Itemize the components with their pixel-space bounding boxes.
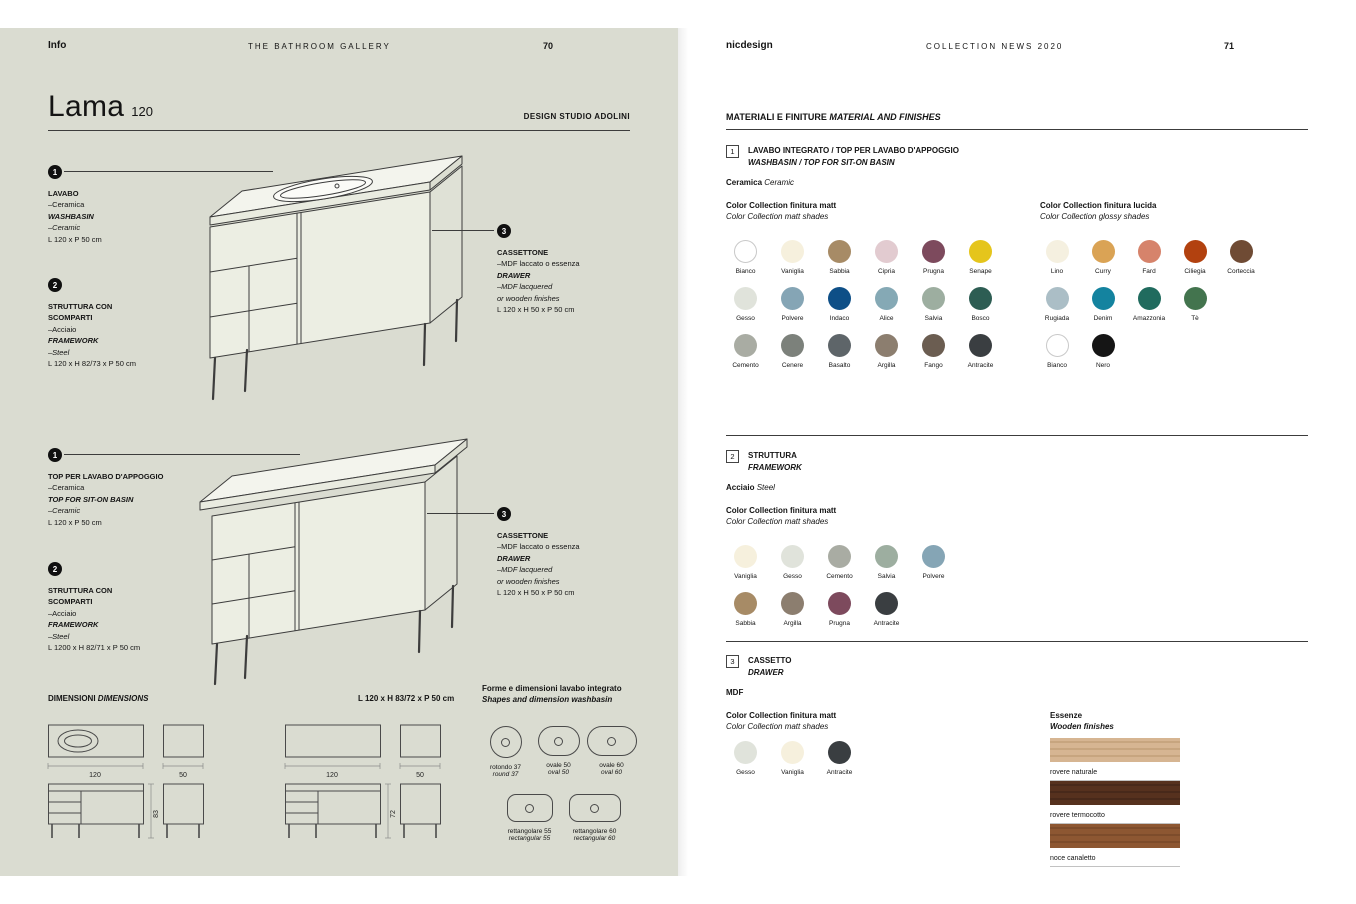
section-2-title-it: STRUTTURA	[748, 451, 797, 460]
swatch-color-dot	[828, 592, 851, 615]
material-it: Acciaio	[726, 483, 755, 492]
washbasin-shape-rotondo-37	[482, 726, 529, 778]
swatch-color-dot	[781, 741, 804, 764]
ceramic-matt-swatch-grid	[722, 240, 1004, 381]
callout-number: 3	[497, 224, 511, 238]
svg-text:50: 50	[179, 772, 187, 779]
matt-header-it: Color Collection finitura matt	[726, 711, 837, 720]
color-swatch-sabbia	[722, 592, 769, 639]
section-divider-2	[726, 641, 1308, 642]
steel-matt-swatch-grid	[722, 545, 957, 639]
swatch-label: Fango	[924, 362, 943, 369]
matt-header-en: Color Collection matt shades	[726, 517, 829, 526]
swatch-color-dot	[1184, 240, 1207, 263]
swatch-color-dot	[1046, 334, 1069, 357]
materials-title-it: MATERIALI E FINITURE	[726, 112, 827, 122]
color-swatch-sabbia	[816, 240, 863, 287]
swatch-label: Cipria	[878, 268, 895, 275]
shape-label-it: ovale 50	[546, 762, 571, 769]
material-en: Steel	[756, 483, 775, 492]
swatch-label: Antracite	[826, 769, 853, 776]
swatch-color-dot	[1092, 287, 1115, 310]
wood-finish-rovere-naturale	[1050, 738, 1180, 781]
swatch-color-dot	[1184, 287, 1207, 310]
swatch-label: Denim	[1093, 315, 1113, 322]
shapes-heading-en: Shapes and dimension washbasin	[482, 695, 613, 704]
color-swatch-vaniglia	[769, 240, 816, 287]
color-swatch-gesso	[722, 287, 769, 334]
drain-icon	[590, 804, 599, 813]
wood-sample	[1050, 738, 1180, 762]
shape-outline	[490, 726, 522, 758]
swatch-color-dot	[922, 287, 945, 310]
right-page-number: 71	[1224, 41, 1235, 51]
color-swatch-basalto	[816, 334, 863, 381]
swatch-color-dot	[828, 741, 851, 764]
dimensions-label-it: DIMENSIONI	[48, 694, 96, 703]
color-swatch-indaco	[816, 287, 863, 334]
color-swatch-polvere	[910, 545, 957, 592]
svg-text:120: 120	[326, 772, 338, 779]
wooden-finishes-header	[1050, 710, 1114, 732]
svg-text:83: 83	[153, 810, 160, 818]
callout-text-line: L 120 x H 50 x P 50 cm	[497, 305, 575, 315]
section-3-title	[748, 655, 791, 678]
color-swatch-argilla	[769, 592, 816, 639]
title-divider	[48, 130, 630, 131]
washbasin-shape-rettangolare-55	[506, 794, 553, 842]
callout-text-line: –Ceramica	[48, 200, 85, 210]
swatch-label: Alice	[879, 315, 894, 322]
swatch-label: Tè	[1191, 315, 1199, 322]
section-divider-1	[726, 435, 1308, 436]
color-swatch-vaniglia	[722, 545, 769, 592]
callout-text-line: –MDF lacquered	[497, 282, 553, 292]
color-swatch-curry	[1080, 240, 1126, 287]
left-header-label: Info	[48, 40, 67, 51]
callout-text-line: DRAWER	[497, 553, 531, 563]
matt-shades-header-2	[726, 505, 836, 527]
matt-shades-header-1	[726, 200, 836, 222]
drain-icon	[501, 738, 510, 747]
matt-header-en: Color Collection matt shades	[726, 722, 829, 731]
swatch-label: Sabbia	[829, 268, 850, 275]
color-swatch-rugiada	[1034, 287, 1080, 334]
callout-number: 1	[48, 165, 62, 179]
matt-header-en: Color Collection matt shades	[726, 212, 829, 221]
color-swatch-alice	[863, 287, 910, 334]
swatch-label: Salvia	[924, 315, 943, 322]
wood-label: rovere naturale	[1050, 762, 1180, 781]
swatch-label: Cemento	[732, 362, 759, 369]
shape-outline	[538, 726, 580, 756]
callout-text-line: CASSETTONE	[497, 531, 549, 540]
materials-divider	[726, 129, 1308, 130]
matt-header-it: Color Collection finitura matt	[726, 201, 837, 210]
section-3-material	[726, 688, 743, 697]
color-swatch-antracite	[816, 741, 863, 788]
callout-text-line: –Acciaio	[48, 324, 77, 334]
callout-number: 1	[48, 448, 62, 462]
swatch-color-dot	[875, 240, 898, 263]
shape-label-en: oval 50	[548, 769, 569, 776]
product-title: Lama	[48, 90, 125, 123]
color-swatch-gesso	[722, 741, 769, 788]
shapes-heading-it: Forme e dimensioni lavabo integrato	[482, 684, 622, 693]
callout-text-line: TOP FOR SIT-ON BASIN	[48, 494, 134, 504]
material-it: Ceramica	[726, 178, 763, 187]
section-1-material	[726, 178, 794, 187]
swatch-label: Vaniglia	[781, 769, 804, 776]
callout-text-line: L 120 x P 50 cm	[48, 234, 102, 244]
shape-outline	[587, 726, 637, 756]
swatch-color-dot	[1092, 240, 1115, 263]
callout-framework-2	[48, 562, 178, 653]
swatch-color-dot	[734, 741, 757, 764]
color-swatch-cemento	[816, 545, 863, 592]
swatch-color-dot	[1230, 240, 1253, 263]
shape-outline	[507, 794, 553, 822]
essenze-it: Essenze	[1050, 711, 1083, 720]
callout-text-line: –Ceramic	[48, 223, 81, 233]
wood-finish-noce-canaletto	[1050, 824, 1180, 867]
swatch-label: Polvere	[922, 573, 945, 580]
color-swatch-fango	[910, 334, 957, 381]
washbasin-shape-ovale-50	[535, 726, 582, 778]
swatch-label: Bianco	[735, 268, 756, 275]
color-swatch-cemento	[722, 334, 769, 381]
shape-label-en: rectangular 60	[573, 835, 616, 842]
callout-text-line: WASHBASIN	[48, 211, 94, 221]
section-2-title-en: FRAMEWORK	[748, 462, 802, 472]
callout-text-line: L 120 x H 82/73 x P 50 cm	[48, 359, 136, 369]
swatch-color-dot	[828, 240, 851, 263]
wood-finishes-list	[1050, 738, 1180, 867]
swatch-label: Prugna	[923, 268, 944, 275]
swatch-label: Vaniglia	[734, 573, 757, 580]
svg-text:120: 120	[89, 772, 101, 779]
swatch-label: Cenere	[781, 362, 804, 369]
color-swatch-tè	[1172, 287, 1218, 334]
color-swatch-amazzonia	[1126, 287, 1172, 334]
callout-text-line: SCOMPARTI	[48, 597, 93, 607]
callout-text-line: –Acciaio	[48, 608, 77, 618]
section-2-number: 2	[726, 450, 739, 463]
shape-label-it: rettangolare 55	[507, 828, 552, 835]
swatch-color-dot	[969, 334, 992, 357]
callout-text-line: L 1200 x H 82/71 x P 50 cm	[48, 643, 141, 653]
callout-text-line: SCOMPARTI	[48, 313, 93, 323]
dimensions-heading	[48, 694, 148, 703]
color-swatch-prugna	[816, 592, 863, 639]
left-page	[0, 28, 678, 876]
color-swatch-bianco	[722, 240, 769, 287]
callout-text-line: –Steel	[48, 631, 70, 641]
materials-title-en: MATERIAL AND FINISHES	[829, 112, 941, 122]
mdf-matt-swatch-grid	[722, 741, 863, 788]
section-3-number: 3	[726, 655, 739, 668]
swatch-color-dot	[1138, 287, 1161, 310]
wood-sample	[1050, 824, 1180, 848]
drain-icon	[607, 737, 616, 746]
color-swatch-argilla	[863, 334, 910, 381]
washbasin-shapes-grid	[482, 726, 635, 858]
washbasin-shape-rettangolare-60	[571, 794, 618, 842]
callout-washbasin	[48, 165, 178, 245]
swatch-label: Vaniglia	[781, 268, 804, 275]
swatch-color-dot	[734, 334, 757, 357]
swatch-color-dot	[969, 240, 992, 263]
swatch-label: Indaco	[829, 315, 850, 322]
ceramic-glossy-swatch-grid	[1034, 240, 1264, 381]
swatch-label: Salvia	[877, 573, 896, 580]
color-swatch-bianco	[1034, 334, 1080, 381]
svg-text:72: 72	[390, 810, 397, 818]
drain-icon	[554, 737, 563, 746]
swatch-label: Antracite	[967, 362, 994, 369]
swatch-label: Nero	[1095, 362, 1111, 369]
matt-shades-header-3	[726, 710, 836, 732]
callout-framework-1	[48, 278, 178, 369]
swatch-color-dot	[781, 240, 804, 263]
matt-header-it: Color Collection finitura matt	[726, 506, 837, 515]
callout-drawer-2	[497, 507, 632, 598]
section-1-number: 1	[726, 145, 739, 158]
drain-icon	[525, 804, 534, 813]
swatch-color-dot	[781, 592, 804, 615]
swatch-label: Argilla	[877, 362, 896, 369]
material-it: MDF	[726, 688, 744, 697]
callout-number: 2	[48, 278, 62, 292]
swatch-label: Argilla	[783, 620, 802, 627]
washbasin-shape-ovale-60	[588, 726, 635, 778]
callout-text-line: or wooden finishes	[497, 293, 560, 303]
wood-sample	[1050, 781, 1180, 805]
swatch-label: Senape	[969, 268, 992, 275]
product-size: 120	[131, 104, 153, 119]
swatch-label: Amazzonia	[1132, 315, 1166, 322]
section-2-material	[726, 483, 775, 492]
swatch-color-dot	[1046, 240, 1069, 263]
glossy-header-en: Color Collection glossy shades	[1040, 212, 1150, 221]
color-swatch-lino	[1034, 240, 1080, 287]
swatch-color-dot	[734, 545, 757, 568]
swatch-label: Bianco	[1047, 362, 1067, 369]
swatch-label: Gesso	[783, 573, 802, 580]
callout-text-line: –MDF laccato o essenza	[497, 542, 580, 552]
swatch-color-dot	[734, 287, 757, 310]
designer-credit: DESIGN STUDIO ADOLINI	[523, 112, 630, 121]
callout-text-line: –MDF lacquered	[497, 565, 553, 575]
brand-logo: nicdesign	[726, 40, 773, 51]
shape-label-it: ovale 60	[599, 762, 624, 769]
dimensions-summary: L 120 x H 83/72 x P 50 cm	[358, 694, 455, 703]
material-en: Ceramic	[764, 178, 795, 187]
swatch-color-dot	[781, 545, 804, 568]
swatch-label: Gesso	[736, 315, 755, 322]
swatch-color-dot	[734, 240, 757, 263]
section-3-title-en: DRAWER	[748, 667, 784, 677]
swatch-label: Fard	[1142, 268, 1156, 275]
callout-text-line: DRAWER	[497, 270, 531, 280]
product-title-row	[48, 90, 153, 124]
swatch-label: Lino	[1050, 268, 1064, 275]
swatch-color-dot	[969, 287, 992, 310]
callout-text-line: STRUTTURA CON	[48, 302, 113, 311]
callout-text-line: –MDF laccato o essenza	[497, 259, 580, 269]
swatch-color-dot	[828, 287, 851, 310]
swatch-label: Curry	[1095, 268, 1111, 275]
leader-line-drawer-1	[432, 230, 494, 231]
swatch-label: Cemento	[826, 573, 853, 580]
color-swatch-salvia	[863, 545, 910, 592]
swatch-color-dot	[922, 334, 945, 357]
swatch-label: Ciliegia	[1184, 268, 1206, 275]
swatch-label: Antracite	[873, 620, 900, 627]
glossy-shades-header	[1040, 200, 1156, 222]
callout-drawer-1	[497, 224, 632, 315]
color-swatch-antracite	[863, 592, 910, 639]
callout-text-line: or wooden finishes	[497, 576, 560, 586]
color-swatch-bosco	[957, 287, 1004, 334]
shape-label-en: rectangular 55	[508, 835, 551, 842]
color-swatch-polvere	[769, 287, 816, 334]
shapes-heading	[482, 683, 622, 705]
swatch-color-dot	[922, 545, 945, 568]
dimension-drawings	[48, 720, 488, 855]
swatch-label: Prugna	[829, 620, 850, 627]
color-swatch-ciliegia	[1172, 240, 1218, 287]
swatch-color-dot	[1046, 287, 1069, 310]
callout-text-line: TOP PER LAVABO D'APPOGGIO	[48, 472, 164, 481]
swatch-color-dot	[781, 287, 804, 310]
swatch-color-dot	[875, 592, 898, 615]
color-swatch-nero	[1080, 334, 1126, 381]
swatch-color-dot	[922, 240, 945, 263]
right-page	[678, 28, 1356, 876]
swatch-label: Corteccia	[1227, 268, 1255, 275]
color-swatch-antracite	[957, 334, 1004, 381]
color-swatch-cenere	[769, 334, 816, 381]
color-swatch-corteccia	[1218, 240, 1264, 287]
swatch-label: Basalto	[828, 362, 851, 369]
callout-text-line: –Steel	[48, 347, 70, 357]
wood-finish-rovere-termocotto	[1050, 781, 1180, 824]
callout-text-line: FRAMEWORK	[48, 620, 99, 630]
wood-label: noce canaletto	[1050, 848, 1180, 867]
left-page-number: 70	[543, 41, 554, 51]
color-swatch-cipria	[863, 240, 910, 287]
shape-label-en: oval 60	[601, 769, 622, 776]
color-swatch-fard	[1126, 240, 1172, 287]
callout-text-line: –Ceramica	[48, 483, 85, 493]
swatch-label: Gesso	[736, 769, 755, 776]
section-3-title-it: CASSETTO	[748, 656, 792, 665]
swatch-color-dot	[781, 334, 804, 357]
swatch-label: Polvere	[781, 315, 804, 322]
right-header-title: COLLECTION NEWS 2020	[926, 42, 1064, 51]
color-swatch-vaniglia	[769, 741, 816, 788]
callout-text-line: L 120 x P 50 cm	[48, 517, 102, 527]
callout-text-line: L 120 x H 50 x P 50 cm	[497, 588, 575, 598]
left-header-title: THE BATHROOM GALLERY	[248, 42, 391, 51]
shape-label-it: rotondo 37	[489, 764, 522, 771]
callout-text-line: CASSETTONE	[497, 248, 549, 257]
callout-number: 3	[497, 507, 511, 521]
swatch-color-dot	[875, 287, 898, 310]
section-1-title-en: WASHBASIN / TOP FOR SIT-ON BASIN	[748, 157, 895, 167]
callout-number: 2	[48, 562, 62, 576]
callout-text-line: STRUTTURA CON	[48, 586, 113, 595]
svg-text:50: 50	[416, 772, 424, 779]
swatch-color-dot	[1092, 334, 1115, 357]
swatch-color-dot	[828, 545, 851, 568]
dimensions-label-en: DIMENSIONS	[97, 694, 149, 703]
section-1-title	[748, 145, 959, 168]
swatch-label: Rugiada	[1044, 315, 1070, 322]
color-swatch-senape	[957, 240, 1004, 287]
swatch-color-dot	[875, 545, 898, 568]
color-swatch-gesso	[769, 545, 816, 592]
color-swatch-prugna	[910, 240, 957, 287]
essenze-en: Wooden finishes	[1050, 722, 1114, 731]
leader-line-drawer-2	[427, 513, 494, 514]
shape-label-it: rettangolare 60	[572, 828, 617, 835]
swatch-color-dot	[828, 334, 851, 357]
wood-label: rovere termocotto	[1050, 805, 1180, 824]
vanity-top-drawing	[185, 438, 485, 688]
section-2-title	[748, 450, 802, 473]
swatch-color-dot	[1138, 240, 1161, 263]
callout-top	[48, 448, 188, 528]
glossy-header-it: Color Collection finitura lucida	[1040, 201, 1157, 210]
swatch-label: Bosco	[971, 315, 990, 322]
shape-label-en: round 37	[492, 771, 519, 778]
swatch-label: Sabbia	[735, 620, 756, 627]
color-swatch-salvia	[910, 287, 957, 334]
callout-text-line: LAVABO	[48, 189, 79, 198]
color-swatch-denim	[1080, 287, 1126, 334]
swatch-color-dot	[875, 334, 898, 357]
section-1-title-it: LAVABO INTEGRATO / TOP PER LAVABO D'APPOGGIO	[748, 146, 959, 155]
callout-text-line: –Ceramic	[48, 506, 81, 516]
vanity-washbasin-drawing	[185, 153, 485, 403]
shape-outline	[569, 794, 621, 822]
materials-title	[726, 112, 941, 122]
swatch-color-dot	[734, 592, 757, 615]
callout-text-line: FRAMEWORK	[48, 336, 99, 346]
